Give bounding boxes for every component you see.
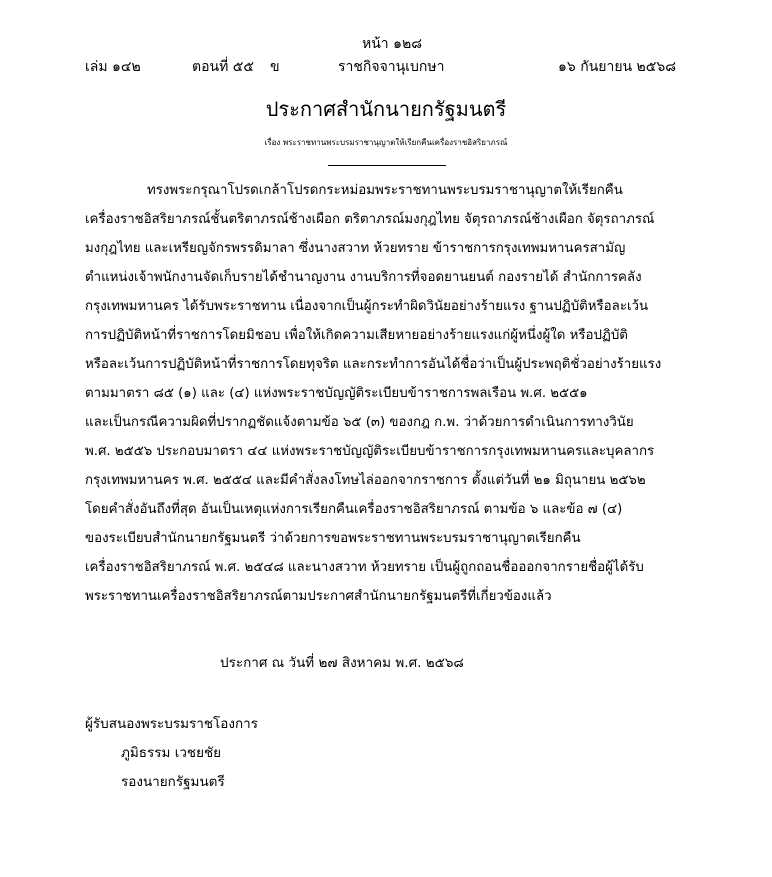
document-subject: เรื่อง พระราชทานพระบรมราชานุญาตให้เรียกคืนเครื่องราชอิสริยาภรณ์ [264, 138, 508, 147]
issue-date: ๑๖ กันยายน ๒๕๖๘ [558, 59, 677, 75]
gazette-name: ราชกิจจานุเบกษา [338, 59, 445, 75]
section-label: ข [270, 59, 280, 75]
body-line: พระราชทานเครื่องราชอิสริยาภรณ์ตามประกาศสำนักนายกรัฐมนตรีที่เกี่ยวข้องแล้ว [85, 589, 552, 604]
body-line: ตามมาตรา ๘๕ (๑) และ (๔) แห่งพระราชบัญญัติระเบียบข้าราชการพลเรือน พ.ศ. ๒๕๕๑ [85, 386, 588, 401]
signature-role: ผู้รับสนองพระบรมราชโองการ [85, 716, 258, 732]
body-line: พ.ศ. ๒๕๕๖ ประกอบมาตรา ๔๔ แห่งพระราชบัญญัติระเบียบข้าราชการกรุงเทพมหานครและบุคลากร [85, 444, 655, 459]
body-line: กรุงเทพมหานคร ได้รับพระราชทาน เนื่องจากเป็นผู้กระทำผิดวินัยอย่างร้ายแรง ฐานปฏิบัติหรือละเว้น [85, 299, 649, 314]
signatory-title: รองนายกรัฐมนตรี [121, 774, 225, 790]
body-line: การปฏิบัติหน้าที่ราชการโดยมิชอบ เพื่อให้เกิดความเสียหายอย่างร้ายแรงแก่ผู้หนึ่งผู้ใด หรือปฏิบัติ [85, 328, 628, 343]
body-line: เครื่องราชอิสริยาภรณ์ พ.ศ. ๒๕๔๘ และนางสวาท ห้วยทราย เป็นผู้ถูกถอนชื่อออกจากรายชื่อผู้ได้รับ [85, 560, 644, 575]
body-line: ตำแหน่งเจ้าพนักงานจัดเก็บรายได้ชำนาญงาน งานบริการที่จอดยานยนต์ กองรายได้ สำนักการคลัง [85, 270, 642, 285]
document-title: ประกาศสำนักนายกรัฐมนตรี [265, 97, 507, 121]
body-line: ของระเบียบสำนักนายกรัฐมนตรี ว่าด้วยการขอพระราชทานพระบรมราชานุญาตเรียกคืน [85, 531, 581, 546]
body-line: และเป็นกรณีความผิดที่ปรากฏชัดแจ้งตามข้อ ๖๕ (๓) ของกฎ ก.พ. ว่าด้วยการดำเนินการทางวินัย [85, 415, 634, 430]
body-line: เครื่องราชอิสริยาภรณ์ชั้นตริตาภรณ์ช้างเผือก ตริตาภรณ์มงกุฎไทย จัตุรถาภรณ์ช้างเผือก จัตุรถาภรณ์ [85, 212, 655, 227]
volume-label: เล่ม ๑๔๒ [85, 59, 141, 75]
body-line: มงกุฎไทย และเหรียญจักรพรรดิมาลา ซึ่งนางสวาท ห้วยทราย ข้าราชการกรุงเทพมหานครสามัญ [85, 241, 626, 256]
body-line: ทรงพระกรุณาโปรดเกล้าโปรดกระหม่อมพระราชทานพระบรมราชานุญาตให้เรียกคืน [147, 183, 623, 198]
title-divider [328, 165, 446, 166]
body-line: โดยคำสั่งอันถึงที่สุด อันเป็นเหตุแห่งการเรียกคืนเครื่องราชอิสริยาภรณ์ ตามข้อ ๖ และข้อ ๗ (๔) [85, 502, 623, 517]
issue-label: ตอนที่ ๕๕ [192, 59, 254, 75]
body-line: หรือละเว้นการปฏิบัติหน้าที่ราชการโดยทุจริต และกระทำการอันได้ชื่อว่าเป็นผู้ประพฤติชั่วอย่างร้ายแรง [85, 357, 662, 372]
signatory-name: ภูมิธรรม เวชยชัย [121, 745, 222, 761]
body-line: กรุงเทพมหานคร พ.ศ. ๒๕๕๔ และมีคำสั่งลงโทษไล่ออกจากราชการ ตั้งแต่วันที่ ๒๑ มิถุนายน ๒๕๖๒ [85, 473, 646, 488]
proclamation-date: ประกาศ ณ วันที่ ๒๗ สิงหาคม พ.ศ. ๒๕๖๘ [220, 655, 464, 671]
page-number: หน้า ๑๒๘ [362, 36, 423, 52]
